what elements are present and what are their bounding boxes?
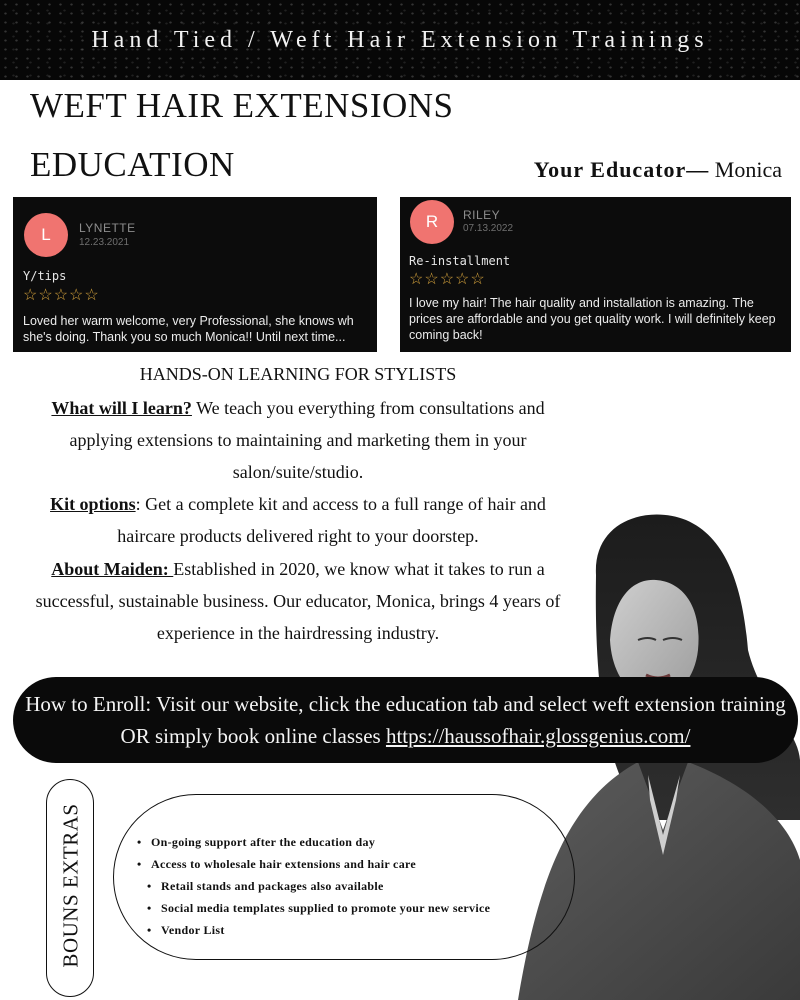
list-item: • Access to wholesale hair extensions and hair care xyxy=(137,853,490,875)
kit-label: Kit options xyxy=(50,494,136,514)
review-service: Y/tips xyxy=(23,269,67,283)
review-date: 12.23.2021 xyxy=(79,237,130,248)
section-heading: HANDS-ON LEARNING FOR STYLISTS xyxy=(139,364,457,384)
bonus-list xyxy=(137,831,490,941)
bullet-icon: • xyxy=(147,901,152,915)
page-title-line1: WEFT HAIR EXTENSIONS xyxy=(30,86,454,125)
review-date: 07.13.2022 xyxy=(463,223,514,234)
bullet-icon: • xyxy=(147,923,152,937)
list-item: • On-going support after the education day xyxy=(137,831,490,853)
review-card xyxy=(400,197,791,352)
reviewer-name: RILEY xyxy=(463,208,501,222)
bullet-icon: • xyxy=(137,857,142,871)
educator-label xyxy=(534,157,782,183)
kit-paragraph xyxy=(24,488,572,552)
list-item: • Retail stands and packages also available xyxy=(137,875,490,897)
educator-label-prefix: Your Educator— xyxy=(533,157,710,182)
bullet-icon: • xyxy=(137,835,142,849)
list-item: • Vendor List xyxy=(137,919,490,941)
star-rating-icon: ☆☆☆☆☆ xyxy=(23,287,100,304)
top-banner xyxy=(0,0,800,80)
star-rating-icon: ☆☆☆☆☆ xyxy=(409,271,486,288)
kit-text: : Get a complete kit and access to a full range of hair and haircare products delivered right to your doorstep. xyxy=(117,494,546,546)
review-text: I love my hair! The hair quality and installation is amazing. The prices are affordable and you get quality work. I will definitely keep coming back! xyxy=(409,296,776,342)
bonus-tab xyxy=(46,779,94,997)
page-title-line2: EDUCATION xyxy=(30,145,235,184)
review-service: Re-installment xyxy=(409,254,511,268)
enroll-text: How to Enroll: Visit our website, click the education tab and select weft extension training OR simply book online classes xyxy=(25,692,786,748)
list-item: • Social media templates supplied to promote your new service xyxy=(137,897,490,919)
review-text: Loved her warm welcome, very Professional, she knows wh she's doing. Thank you so much Monica!! Until next time... xyxy=(23,314,354,344)
website-link[interactable]: https://haussofhair.glossgenius.com/ xyxy=(385,724,691,748)
enroll-banner xyxy=(13,677,798,763)
bonus-label: BOUNS EXTRAS xyxy=(58,803,83,968)
learn-label: What will I learn? xyxy=(51,398,192,418)
bullet-icon: • xyxy=(147,879,152,893)
avatar: R xyxy=(410,200,454,244)
reviewer-name: LYNETTE xyxy=(79,221,136,235)
banner-title: Hand Tied / Weft Hair Extension Trainings xyxy=(91,26,709,53)
review-card xyxy=(13,197,377,352)
learn-paragraph xyxy=(24,392,572,488)
avatar: L xyxy=(24,213,68,257)
about-text: Established in 2020, we know what it takes to run a successful, sustainable business. Our educator, Monica, brings 4 years of experience in the hairdressing industry. xyxy=(35,559,561,643)
about-paragraph xyxy=(24,553,572,649)
learn-text: We teach you everything from consultations and applying extensions to maintaining and marketing them in your salon/suite/studio. xyxy=(69,398,545,482)
educator-name: Monica xyxy=(714,157,782,182)
about-label: About Maiden: xyxy=(51,559,174,579)
